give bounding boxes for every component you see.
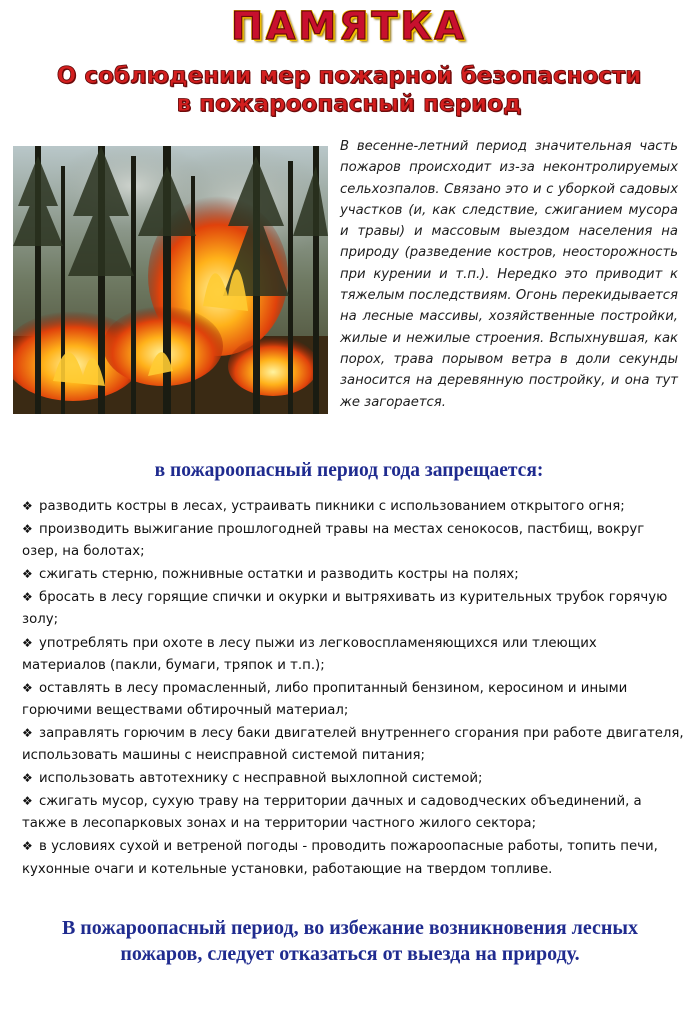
forest-fire-photo <box>13 146 328 414</box>
closing-note <box>30 915 670 967</box>
diamond-bullet-icon: ❖ <box>22 725 33 740</box>
closing-line-2: пожаров, следует отказаться от выезда на природу. <box>120 943 580 965</box>
list-item <box>22 586 684 631</box>
page-subtitle <box>0 62 698 118</box>
prohibited-list <box>22 495 684 881</box>
intro-paragraph: В весенне-летний период значительная часть пожаров происходит из-за неконтролируемых сельхозпалов. Связано это и с уборкой садовых участков (и, как следствие, сжиганием мусора и травы) и массовым выездом населения на природу (разведение костров, неосторожность при курении и т.п.). Нередко это приводит к тяжелым последствиям. Огонь перекидывается на лесные массивы, хозяйственные постройки, жилые и нежилые строения. Вспыхнувшая, как порох, трава порывом ветра в доли секунды заносится на деревянную постройку, и она тут же загорается. <box>340 139 678 410</box>
list-item-text: в условиях сухой и ветреной погоды - проводить пожароопасные работы, топить печи, кухонные очаги и котельные установки, работающие на твердом топливе. <box>22 839 658 877</box>
list-item <box>22 790 684 835</box>
list-item-text: сжигать стерню, пожнивные остатки и разводить костры на полях; <box>39 567 519 583</box>
list-item <box>22 518 684 563</box>
list-item-text: бросать в лесу горящие спички и окурки и вытряхивать из курительных трубок горячую золу; <box>22 590 668 628</box>
diamond-bullet-icon: ❖ <box>22 794 33 809</box>
diamond-bullet-icon: ❖ <box>22 590 33 605</box>
page-title: ПАМЯТКА <box>231 4 467 48</box>
closing-line-1: В пожароопасный период, во избежание возникновения лесных <box>61 917 639 939</box>
diamond-bullet-icon: ❖ <box>22 771 33 786</box>
list-item-text: производить выжигание прошлогодней травы на местах сенокосов, пастбищ, вокруг озер, на болотах; <box>22 522 645 560</box>
diamond-bullet-icon: ❖ <box>22 499 33 513</box>
list-item <box>22 495 684 518</box>
list-item-text: заправлять горючим в лесу баки двигателей внутреннего сгорания при работе двигателя, использовать машины с неисправной системой питания; <box>22 725 684 764</box>
list-item-text: сжигать мусор, сухую траву на территории дачных и садоводческих объединений, а также в лесопарковых зонах и на территории частного жилого сектора; <box>22 794 642 832</box>
list-item-text: употреблять при охоте в лесу пыжи из легковоспламеняющихся или тлеющих материалов (пакли, бумаги, тряпок и т.п.); <box>22 635 597 673</box>
diamond-bullet-icon: ❖ <box>22 839 33 854</box>
list-item <box>22 632 684 677</box>
list-item <box>22 835 684 880</box>
subtitle-line-1: О соблюдении мер пожарной безопасности <box>56 63 642 89</box>
list-item <box>22 677 684 722</box>
list-item-text: разводить костры в лесах, устраивать пикники с использованием открытого огня; <box>39 499 625 514</box>
diamond-bullet-icon: ❖ <box>22 567 33 582</box>
diamond-bullet-icon: ❖ <box>22 635 33 650</box>
forest-fire-illustration <box>13 146 328 414</box>
subtitle-line-2: в пожароопасный период <box>176 91 522 117</box>
prohibited-heading: в пожароопасный период года запрещается: <box>154 460 544 481</box>
list-item <box>22 563 684 586</box>
list-item <box>22 767 684 790</box>
list-item-text: использовать автотехнику с несправной выхлопной системой; <box>39 771 483 787</box>
diamond-bullet-icon: ❖ <box>22 522 33 537</box>
diamond-bullet-icon: ❖ <box>22 680 33 695</box>
list-item-text: оставлять в лесу промасленный, либо пропитанный бензином, керосином и иными горючими веществами обтирочный материал; <box>22 680 628 718</box>
list-item <box>22 722 684 767</box>
